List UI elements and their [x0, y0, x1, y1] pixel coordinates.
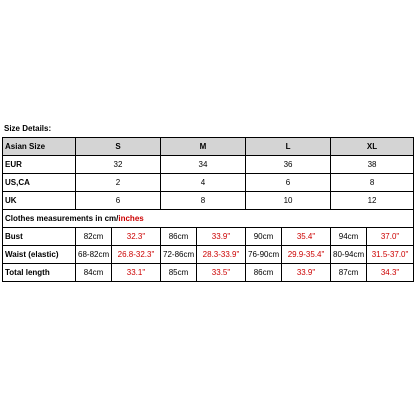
- cm-cell: 72-86cm: [161, 246, 197, 264]
- cm-cell: 86cm: [161, 228, 197, 246]
- cm-cell: 76-90cm: [246, 246, 282, 264]
- cm-cell: 90cm: [246, 228, 282, 246]
- cm-cell: 86cm: [246, 264, 282, 282]
- row-label: UK: [3, 192, 76, 210]
- row-label: US,CA: [3, 174, 76, 192]
- table-cell: 12: [331, 192, 414, 210]
- table-header-row: [3, 138, 414, 156]
- size-header-s: S: [76, 138, 161, 156]
- inch-cell: 29.9-35.4": [282, 246, 331, 264]
- inch-cell: 26.8-32.3": [112, 246, 161, 264]
- cm-cell: 85cm: [161, 264, 197, 282]
- table-cell: 8: [331, 174, 414, 192]
- cm-cell: 80-94cm: [331, 246, 367, 264]
- table-cell: 34: [161, 156, 246, 174]
- table-row-eur: [3, 156, 414, 174]
- cm-cell: 87cm: [331, 264, 367, 282]
- table-cell: 2: [76, 174, 161, 192]
- cm-cell: 94cm: [331, 228, 367, 246]
- cm-cell: 68-82cm: [76, 246, 112, 264]
- table-row-total-length: [3, 264, 414, 282]
- inch-cell: 33.5": [197, 264, 246, 282]
- table-row-waist: [3, 246, 414, 264]
- header-label: Asian Size: [3, 138, 76, 156]
- table-cell: 38: [331, 156, 414, 174]
- table-cell: 32: [76, 156, 161, 174]
- row-label: EUR: [3, 156, 76, 174]
- table-row-uk: [3, 192, 414, 210]
- section-title-prefix: Clothes measurements in cm/: [5, 213, 119, 223]
- inch-cell: 33.9": [282, 264, 331, 282]
- inch-cell: 34.3": [367, 264, 414, 282]
- size-table: [2, 137, 414, 282]
- row-label: Waist (elastic): [3, 246, 76, 264]
- inch-cell: 28.3-33.9": [197, 246, 246, 264]
- table-caption: Size Details:: [4, 124, 52, 133]
- inch-cell: 33.1": [112, 264, 161, 282]
- table-row-us-ca: [3, 174, 414, 192]
- inch-cell: 37.0": [367, 228, 414, 246]
- row-label: Total length: [3, 264, 76, 282]
- size-header-xl: XL: [331, 138, 414, 156]
- table-cell: 10: [246, 192, 331, 210]
- table-cell: 6: [76, 192, 161, 210]
- section-title-inches: inches: [118, 213, 144, 223]
- table-cell: 8: [161, 192, 246, 210]
- inch-cell: 35.4": [282, 228, 331, 246]
- section-title: [3, 210, 414, 228]
- cm-cell: 84cm: [76, 264, 112, 282]
- size-header-m: M: [161, 138, 246, 156]
- table-row-bust: [3, 228, 414, 246]
- size-header-l: L: [246, 138, 331, 156]
- table-cell: 6: [246, 174, 331, 192]
- table-cell: 36: [246, 156, 331, 174]
- cm-cell: 82cm: [76, 228, 112, 246]
- row-label: Bust: [3, 228, 76, 246]
- inch-cell: 31.5-37.0": [367, 246, 414, 264]
- inch-cell: 32.3": [112, 228, 161, 246]
- measurements-section-row: [3, 210, 414, 228]
- table-cell: 4: [161, 174, 246, 192]
- inch-cell: 33.9": [197, 228, 246, 246]
